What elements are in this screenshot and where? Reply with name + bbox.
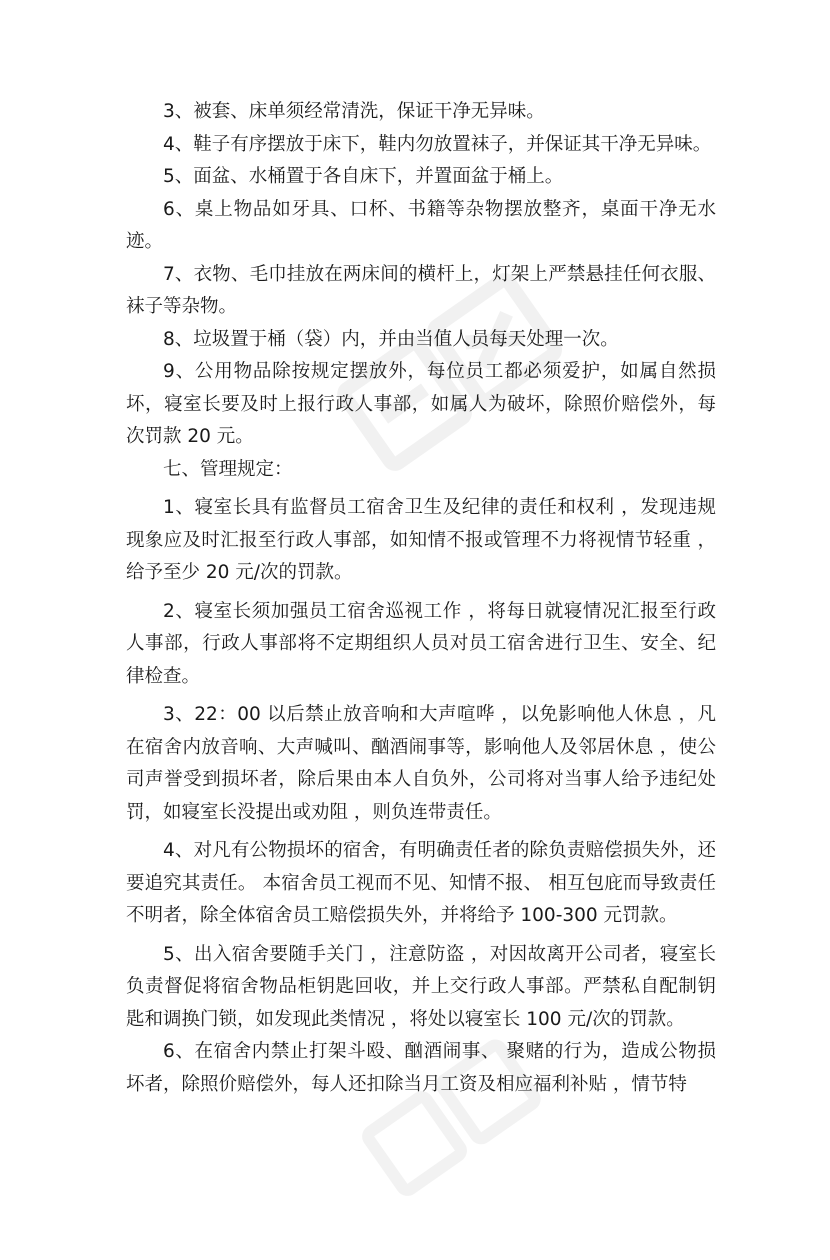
rule-2: 2、寝室长须加强员工宿舍巡视工作 ，将每日就寝情况汇报至行政人事部，行政人事部将不定期组织人员对员工宿舍进行卫生、安全、纪律检查。	[126, 600, 716, 687]
paragraph-7: 7、衣物、毛巾挂放在两床间的横杆上，灯架上严禁悬挂任何衣服、袜子等杂物。	[126, 263, 716, 317]
paragraph-5: 5、面盆、水桶置于各自床下，并置面盆于桶上。	[163, 166, 564, 187]
paragraph-9: 9、公用物品除按规定摆放外，每位员工都必须爱护，如属自然损坏，寝室长要及时上报行政人事部，如属人为破坏，除照价赔偿外，每次罚款 20 元。	[126, 361, 716, 447]
rule-6: 6、在宿舍内禁止打架斗殴、酗酒闹事、 聚赌的行为，造成公物损坏者，除照价赔偿外，每人还扣除当月工资及相应福利补贴 ，情节特	[126, 1041, 716, 1095]
document-body	[126, 96, 716, 1101]
rule-1: 1、寝室长具有监督员工宿舍卫生及纪律的责任和权利 ，发现违规现象应及时汇报至行政人事部，如知情不报或管理不力将视情节轻重 ，给予至少 20 元/次的罚款。	[126, 497, 716, 583]
rule-3: 3、22：00 以后禁止放音响和大声喧哗 ，以免影响他人休息 ，凡在宿舍内放音响、大声喊叫、酗酒闹事等，影响他人及邻居休息 ，使公司声誉受到损坏者，除后果由本人自负外，公司将对当事人给予违纪处罚，如寝室长没提出或劝阻 ，则负连带责任。	[126, 704, 716, 823]
paragraph-8: 8、垃圾置于桶（袋）内，并由当值人员每天处理一次。	[163, 328, 619, 350]
rule-5: 5、出入宿舍要随手关门 ，注意防盗 ，对因故离开公司者，寝室长负责督促将宿舍物品柜钥匙回收，并上交行政人事部。严禁私自配制钥匙和调换门锁，如发现此类情况 ，将处以寝室长 100 元/次的罚款。	[126, 943, 716, 1030]
paragraph-4: 4、鞋子有序摆放于床下，鞋内勿放置袜子，并保证其干净无异味。	[163, 133, 712, 155]
rule-4: 4、对凡有公物损坏的宿舍，有明确责任者的除负责赔偿损失外，还要追究其责任。 本宿舍员工视而不见、知情不报、 相互包庇而导致责任不明者，除全体宿舍员工赔偿损失外，并将给予 100-300 元罚款。	[126, 840, 716, 926]
paragraph-6: 6、桌上物品如牙具、口杯、书籍等杂物摆放整齐，桌面干净无水迹。	[126, 198, 716, 252]
section-heading: 七、管理规定：	[163, 458, 293, 480]
paragraph-3: 3、被套、床单须经常清洗，保证干净无异味。	[163, 101, 545, 122]
